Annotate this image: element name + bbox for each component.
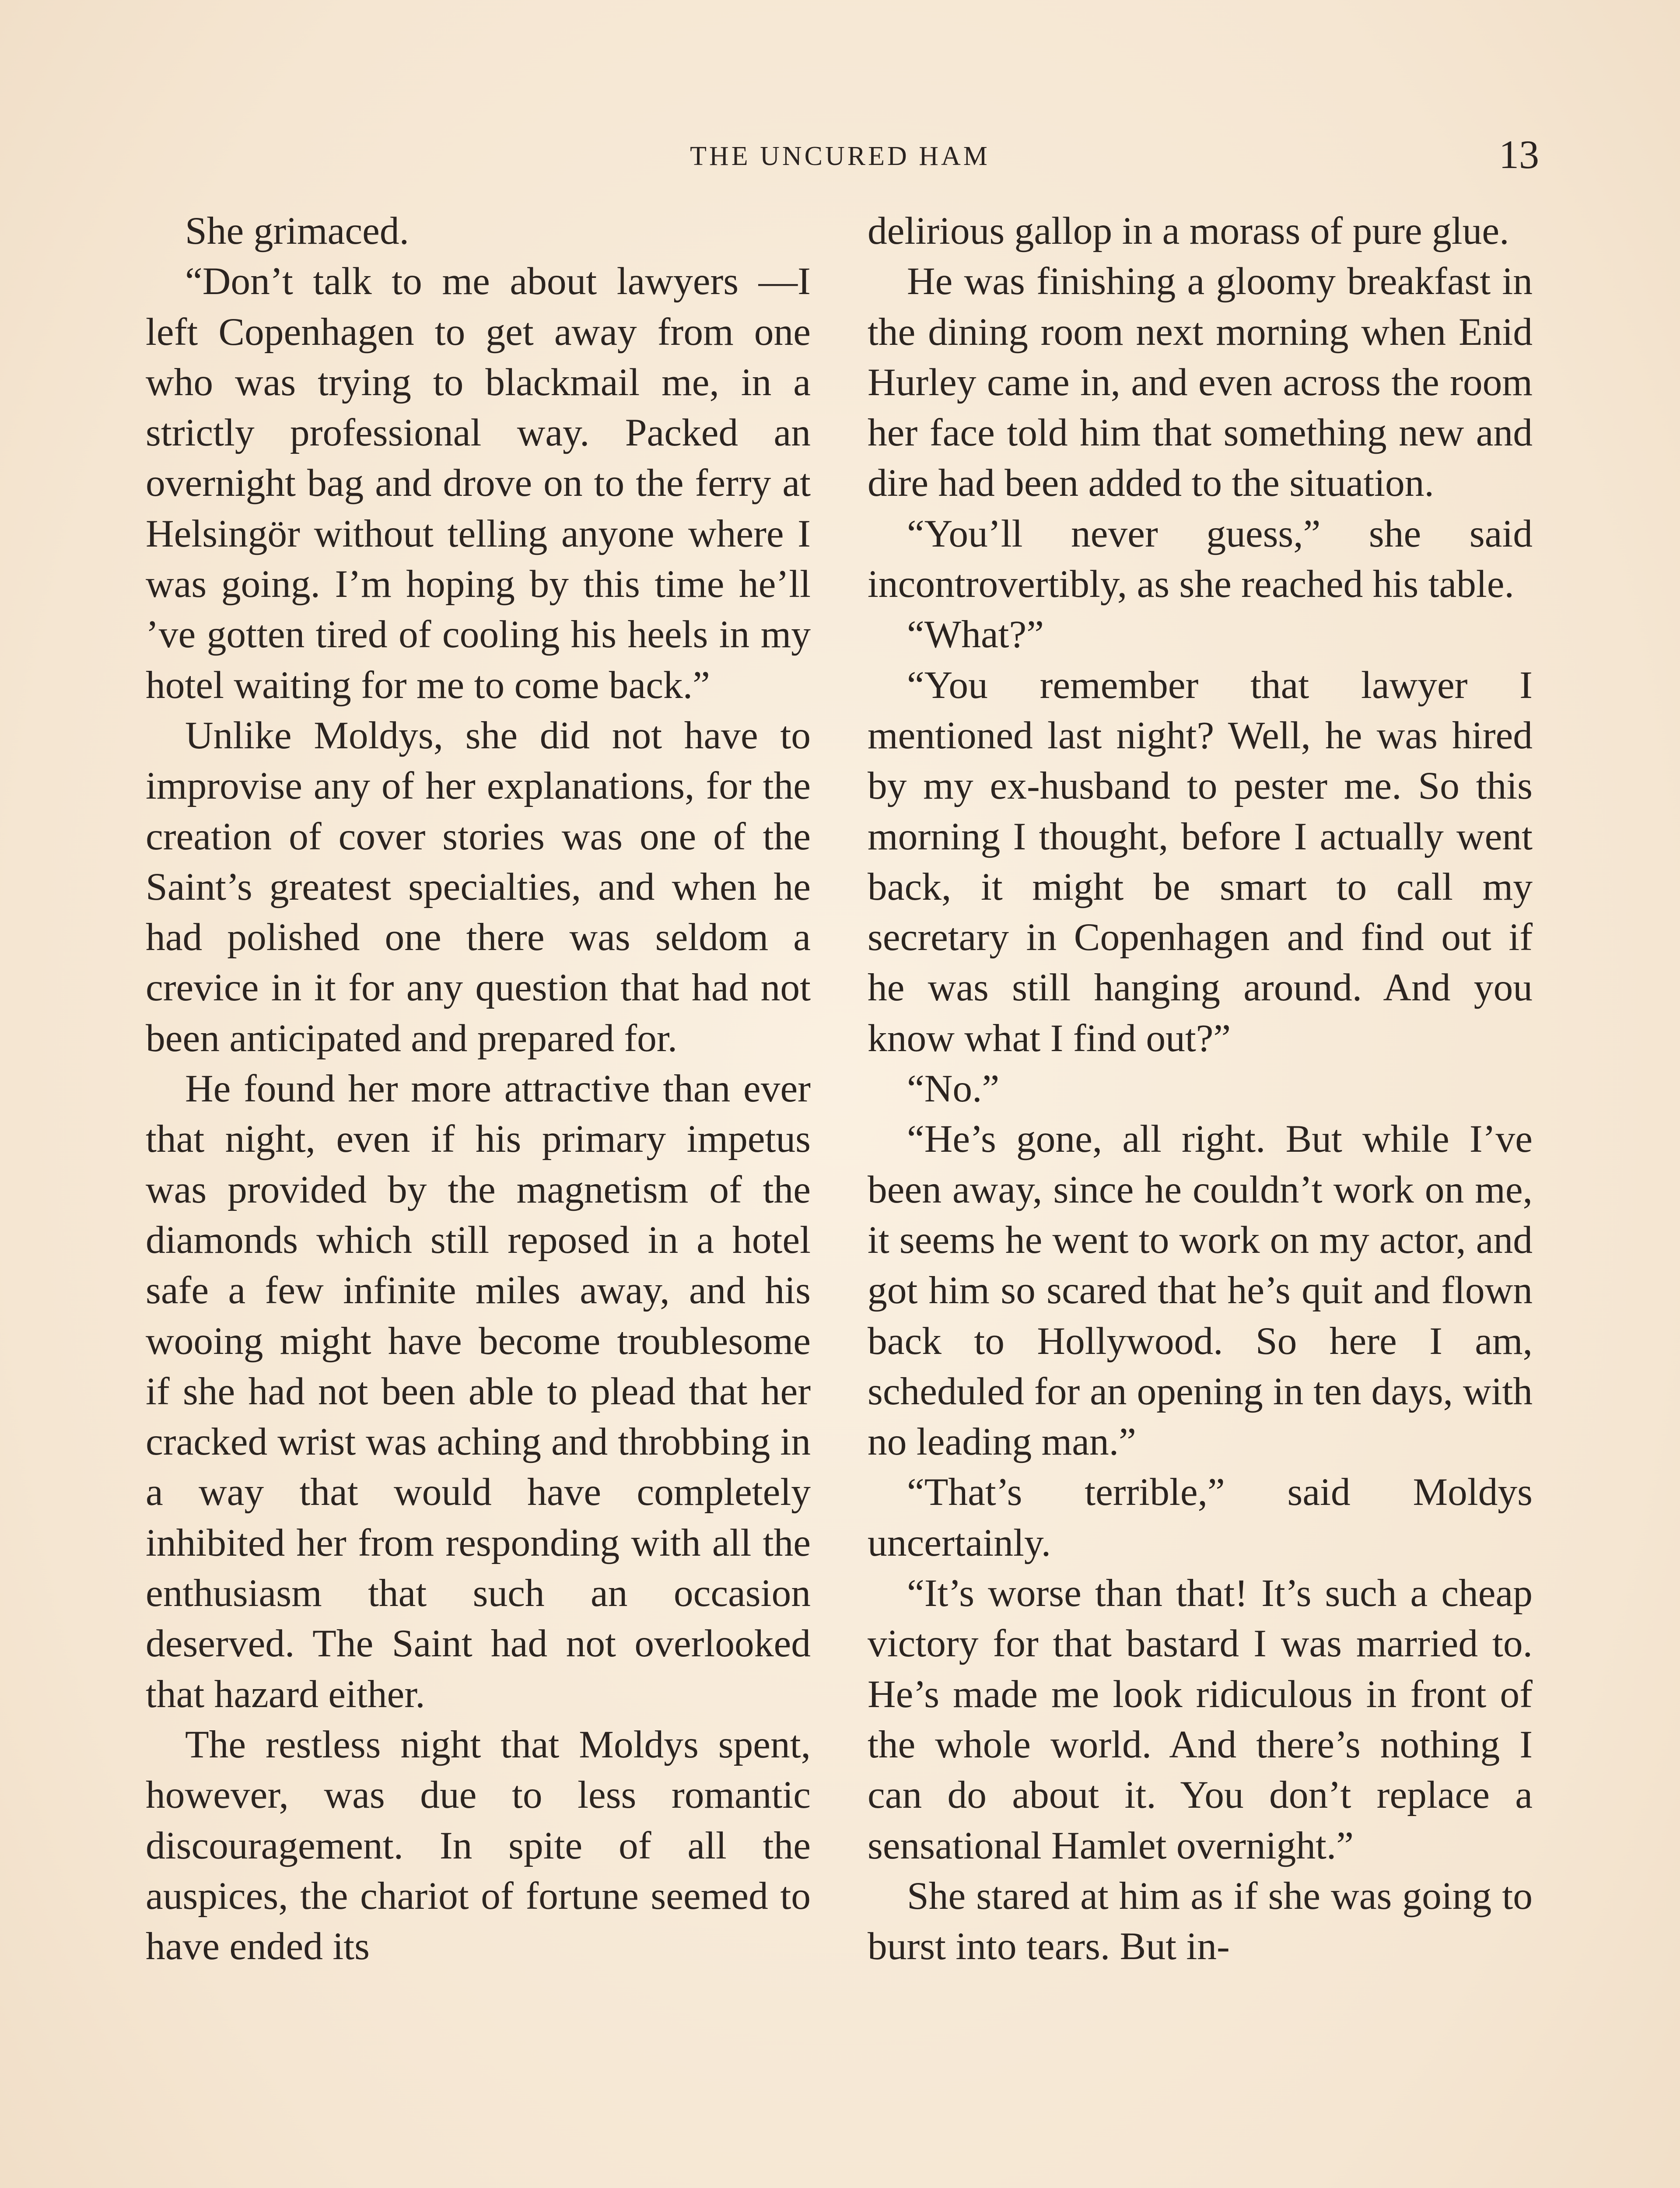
- paragraph: He found her more attractive than ever that night, even if his primary impetus was provided by the magnetism of the diamonds which still reposed in a hotel safe a few infinite miles away, and his wooing might have become troublesome if she had not been able to plead that her cracked wrist was aching and throbbing in a way that would have completely inhibited her from responding with all the enthusiasm that such an occasion deserved. The Saint had not overlooked that hazard either.: [146, 1067, 811, 1716]
- paragraph: “Don’t talk to me about lawyers —I left Copenhagen to get away from one who was trying to blackmail me, in a strictly professional way. Packed an overnight bag and drove on to the ferry at Helsingör without telling anyone where I was going. I’m hoping by this time he’ll ’ve gotten tired of cooling his heels in my hotel waiting for me to come back.”: [146, 259, 811, 707]
- paragraph: The restless night that Moldys spent, however, was due to less romantic discouragement. In spite of all the auspices, the chariot of fortune seemed to have ended its: [146, 1722, 811, 1968]
- paragraph: She stared at him as if she was going to burst into tears. But in-: [868, 1874, 1533, 1968]
- paragraph: “It’s worse than that! It’s such a cheap victory for that bastard I was married to. He’s made me look ridiculous in front of the whole world. And there’s nothing I can do about it. You don’t replace a sensational Hamlet overnight.”: [868, 1571, 1533, 1867]
- running-head: THE UNCURED HAM: [690, 141, 990, 171]
- paragraph: “No.”: [907, 1067, 1000, 1111]
- paragraph: “What?”: [907, 613, 1044, 656]
- paragraph: “You remember that lawyer I mentioned last night? Well, he was hired by my ex-husband to pester me. So this morning I thought, before I actually went back, it might be smart to call my secretary in Copenhagen and find out if he was still hanging around. And you know what I find out?”: [868, 663, 1533, 1060]
- paragraph: She grimaced.: [185, 209, 409, 252]
- left-column: [146, 206, 811, 1971]
- paragraph: Unlike Moldys, she did not have to improvise any of her explanations, for the creation of cover stories was one of the Saint’s greatest specialties, and when he had polished one there was seldom a crevice in it for any question that had not been anticipated and prepared for.: [146, 713, 811, 1060]
- paragraph-continued: delirious gallop in a morass of pure glue.: [868, 209, 1509, 252]
- paragraph: “He’s gone, all right. But while I’ve been away, since he couldn’t work on me, it seems he went to work on my actor, and got him so scared that he’s quit and flown back to Hollywood. So here I am, scheduled for an opening in ten days, with no leading man.”: [868, 1117, 1533, 1464]
- right-column: [868, 206, 1533, 1971]
- paragraph: He was finishing a gloomy breakfast in the dining room next morning when Enid Hurley came in, and even across the room her face told him that something new and dire had been added to the situation.: [868, 259, 1533, 505]
- paragraph: “You’ll never guess,” she said incontrovertibly, as she reached his table.: [868, 512, 1533, 606]
- page-number: 13: [1499, 132, 1539, 177]
- paragraph: “That’s terrible,” said Moldys uncertainly.: [868, 1470, 1533, 1564]
